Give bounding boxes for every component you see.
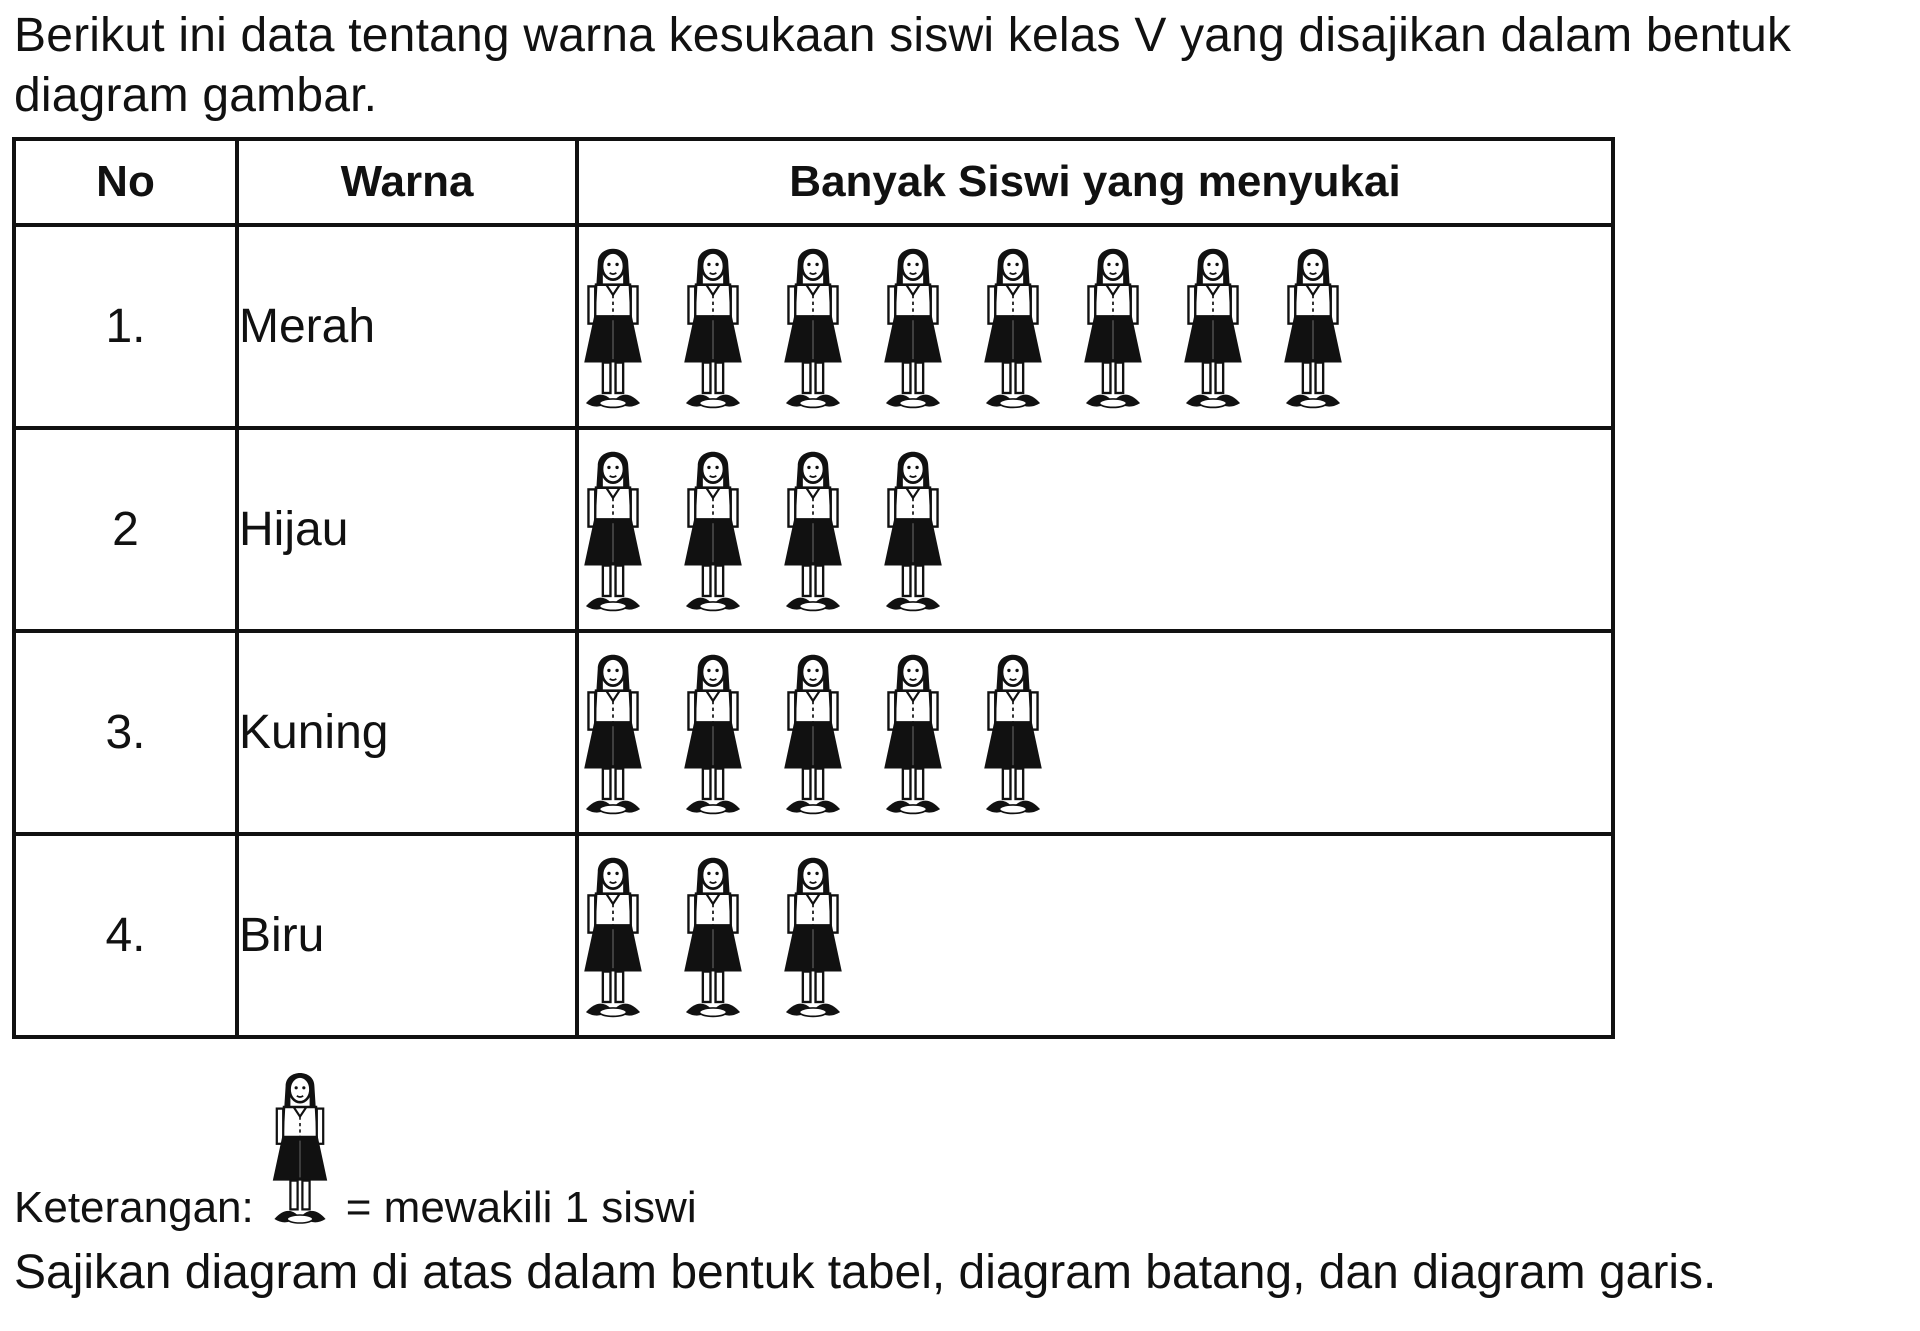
girl-student-icon [779,848,847,1024]
girl-student-icon [579,239,647,415]
girl-student-icon [268,1061,332,1233]
color-label: Merah [237,225,577,428]
girl-student-icon [679,848,747,1024]
pictogram-table [12,137,1615,1039]
girl-student-icon [779,239,847,415]
legend-prefix: Keterangan: [14,1183,254,1232]
intro-text: Berikut ini data tentang warna kesukaan siswi kelas V yang disajikan dalam bentuk diagram gambar. [14,9,1792,122]
question-text: Sajikan diagram di atas dalam bentuk tabel, diagram batang, dan diagram garis. [14,1246,1717,1299]
girl-student-icon [579,442,647,618]
girl-student-icon [879,442,947,618]
girl-student-icon [779,645,847,821]
row-number: 2 [14,428,237,631]
girl-student-icon [1279,239,1347,415]
table-row-merah [14,225,1613,428]
table-row-hijau [14,428,1613,631]
header-warna: Warna [237,139,577,225]
girl-student-icon [579,645,647,821]
girl-student-icon [879,645,947,821]
girl-student-icon [879,239,947,415]
legend-suffix: = mewakili 1 siswi [345,1183,697,1232]
table-row-biru [14,834,1613,1037]
color-label: Kuning [237,631,577,834]
row-number: 4. [14,834,237,1037]
table-header-row [14,139,1613,225]
header-banyak-siswi: Banyak Siswi yang menyukai [577,139,1613,225]
girl-student-icon [679,239,747,415]
icon-count-cell [577,834,1613,1037]
table-row-kuning [14,631,1613,834]
girl-student-icon [679,442,747,618]
legend [14,1045,697,1235]
color-label: Hijau [237,428,577,631]
header-no: No [14,139,237,225]
girl-student-icon [979,239,1047,415]
row-number: 3. [14,631,237,834]
girl-student-icon [579,848,647,1024]
icon-count-cell [577,428,1613,631]
girl-student-icon [1079,239,1147,415]
row-number: 1. [14,225,237,428]
icon-count-cell [577,631,1613,834]
girl-student-icon [679,645,747,821]
girl-student-icon [979,645,1047,821]
girl-student-icon [779,442,847,618]
color-label: Biru [237,834,577,1037]
icon-count-cell [577,225,1613,428]
girl-student-icon [1179,239,1247,415]
